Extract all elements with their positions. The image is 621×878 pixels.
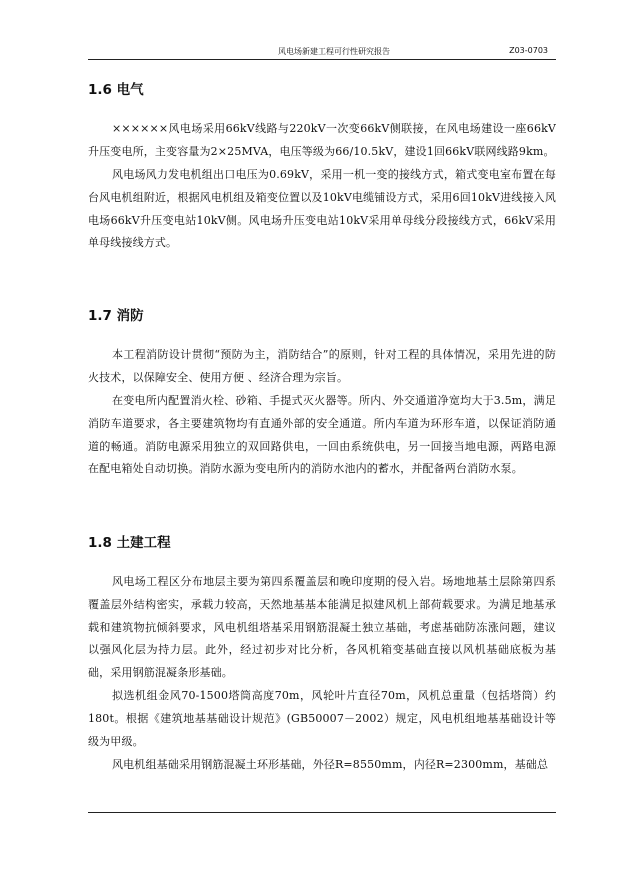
paragraph: 拟选机组金风70-1500塔筒高度70m，风轮叶片直径70m，风机总重量（包括塔筒）约180t。根据《建筑地基基础设计规范》(GB50007－2002）规定，风电机组地基基础设计等级为甲级。	[88, 689, 556, 748]
paragraph: ××××××风电场采用66kV线路与220kV一次变66kV侧联接，在风电场建设一座66kV升压变电所，主变容量为2×25MVA，电压等级为66/10.5kV，建设1回66kV联网线路9km。	[88, 122, 556, 158]
paragraph: 风电机组基础采用钢筋混凝土环形基础，外径R=8550mm，内径R=2300mm，基础总	[112, 758, 549, 771]
section-heading-civil-works: 1.8 土建工程	[88, 535, 171, 551]
paragraph: 风电场工程区分布地层主要为第四系覆盖层和晚印度期的侵入岩。场地地基土层除第四系覆盖层外结构密实，承载力较高，天然地基基本能满足拟建风机上部荷载要求。为满足地基承载和建筑物抗倾斜要求，风电机组塔基采用钢筋混凝土独立基础，考虑基础防冻涨问题，建议以强风化层为持力层。此外，经过初步对比分析，各风机箱变基础直接以风机基础底板为基础，采用钢筋混凝条形基础。	[88, 575, 556, 680]
section-heading-electrical: 1.6 电气	[88, 82, 144, 98]
paragraph: 风电场风力发电机组出口电压为0.69kV，采用一机一变的接线方式，箱式变电室布置在每台风电机组附近，根据风电机组及箱变位置以及10kV电缆铺设方式，采用6回10kV进线接入风电场66kV升压变电站10kV侧。风电场升压变电站10kV采用单母线分段接线方式，66kV采用单母线接线方式。	[88, 168, 556, 250]
footer-divider	[88, 812, 556, 813]
paragraph: 在变电所内配置消火栓、砂箱、手提式灭火器等。所内、外交通道净宽均大于3.5m，满足消防车道要求，各主要建筑物均有直通外部的安全通道。所内车道为环形车道，以保证消防通道的畅通。消防电源采用独立的双回路供电，一回由系统供电，另一回接当地电源，两路电源在配电箱处自动切换。消防水源为变电所内的消防水池内的蓄水，并配备两台消防水泵。	[88, 394, 556, 476]
page-header	[88, 42, 556, 60]
section-heading-fire-protection: 1.7 消防	[88, 308, 144, 324]
paragraph: 本工程消防设计贯彻“预防为主，消防结合”的原则，针对工程的具体情况，采用先进的防火技术，以保障安全、使用方便 、经济合理为宗旨。	[88, 348, 556, 384]
header-doc-code: Z03-0703	[509, 46, 548, 55]
header-title: 风电场新建工程可行性研究报告	[278, 47, 390, 56]
